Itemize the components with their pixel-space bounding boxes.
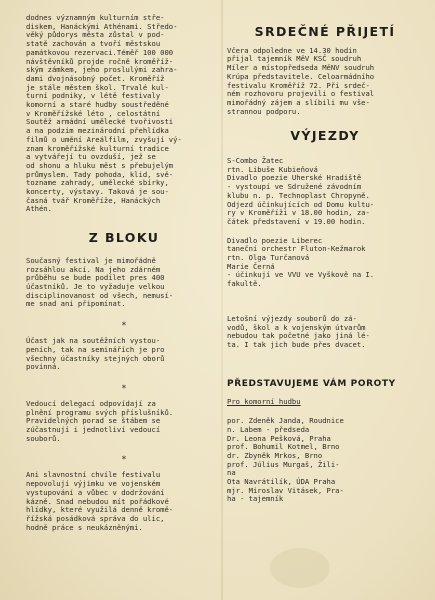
vyjezdy-heading: VÝJEZDY	[290, 128, 360, 144]
reception-paragraph: Včera odpoledne ve 14.30 hodin přijal tajemník MěV KSČ soudruh Míler a místopředseda MěNV soudruh Krúpa představitele. Celoarmádního festivalu Kroměříž 72. Při srdeč- ném rozhovoru projevili o festival mimořádný zájem a slíbili mu vše- strannou podporu.	[227, 45, 375, 116]
z-bloku-heading: Z BLOKU	[88, 230, 160, 246]
jury-members-list: por. Zdeněk Janda, Roudnice n. Labem - předseda Dr. Leona Pešková, Praha prof. Bohumil Kotmel, Brno dr. Zbyněk Mrkos, Brno prof. Július Murgaš, Žili- na Ota Navrátilík, ÚDA Praha mjr. Miroslav Vitásek, Pra- ha - tajemník	[227, 416, 344, 504]
trip-vyskov-paragraph: Divadlo poezie Liberec taneční orchestr Fluton-Kežmarok rtn. Olga Turčanová Marie Černá - účinkují ve VVU ve Vyškově na I. fakultě.	[227, 235, 375, 289]
left-column	[26, 14, 222, 532]
separator-star: *	[121, 383, 127, 394]
juries-heading: PŘEDSTAVUJEME VÁM POROTY	[227, 378, 396, 389]
trips-summary-paragraph: Letošní výjezdy souborů do zá- vodů, škol a k vojenským útvarům nebudou tak početné jako jiná lé- ta. I tak jich bude přes dvacet.	[227, 313, 370, 349]
delegation-leaders-paragraph: Vedoucí delegací odpovídají za plnění programu svých příslušníků. Pravidelných porad se štábem se zúčastnují i jednotliví vedoucí souborů.	[26, 398, 174, 443]
paper-stain	[270, 548, 330, 588]
attendance-paragraph: Účast jak na soutěžních vystou- peních, tak na seminářích je pro všechny účastníky stejných oborů povinná.	[26, 336, 165, 372]
discipline-paragraph: Ani slavnostní chvíle festivalu nepovolují výjimku ve vojenském vystupování a vůbec v dodržování kázně. Snad nebudou mít pořádkové hlídky, které využilá denně kromě- řížská posádková správa do ulic, hodně práce s neukázněnými.	[26, 470, 174, 532]
trip-chropyne-paragraph: S-Combo Žatec rtn. Libuše Kubieňová Divadlo poezie Uherské Hradiště - vystoupí ve Sdružené závodním klubu n. p. Technoplast Chropyně. Odjezd účinkujících od Domu kultu- ry v Kroměříži v 18.00 hodin, za- čátek představení v 19.00 hodin.	[227, 156, 375, 226]
separator-star: *	[121, 455, 127, 466]
right-column	[227, 14, 423, 504]
srdecne-prijeti-heading: SRDEČNÉ PŘIJETÍ	[254, 24, 396, 39]
history-paragraph: dodnes významným kulturním stře- diskem, Hanáckými Athénami. Středo- věký půdorys města zůstal v pod- statě zachován a tvoří městskou památkovou rezervaci.Téměř 100 000 návštěvníků projde ročně kroměříž- ským zámkem, jeho proslulými zahra- dami dvojnásobný počet. Kroměříž je stále městem škol. Trvalé kul- turní podniky, v létě festivaly komorní a staré hudby soustředěné v Kroměřížské léto , celostátní Soutěž armádní umělecké tvořivosti a na podzim mezinárodní přehlídka filmů o umění Areálfilm, zvyšují vý- znam kroměřížské kulturní tradice a vytvářejí tu ovzduší, jež se od shonu a hluku měst s přebujelým průmyslem. Tady pohoda, klid, svě- tozname zahrady, umělecké sbírky, koncerty, výstavy. Taková je sou- časná tvář Kroměříže, Hanáckých Athén.	[26, 13, 182, 214]
separator-star: *	[121, 321, 127, 332]
chamber-music-subheading: Pro komorní hudbu	[227, 397, 301, 407]
festival-discipline-paragraph: Současný festival je mimořádně rozsáhlou akcí. Na jeho zdárném průběhu se bude podílet pres 400 účastníků. Je to vyžaduje velkou disciplinovanost od všech, nemusí- me snad ani připomínat.	[26, 255, 174, 309]
